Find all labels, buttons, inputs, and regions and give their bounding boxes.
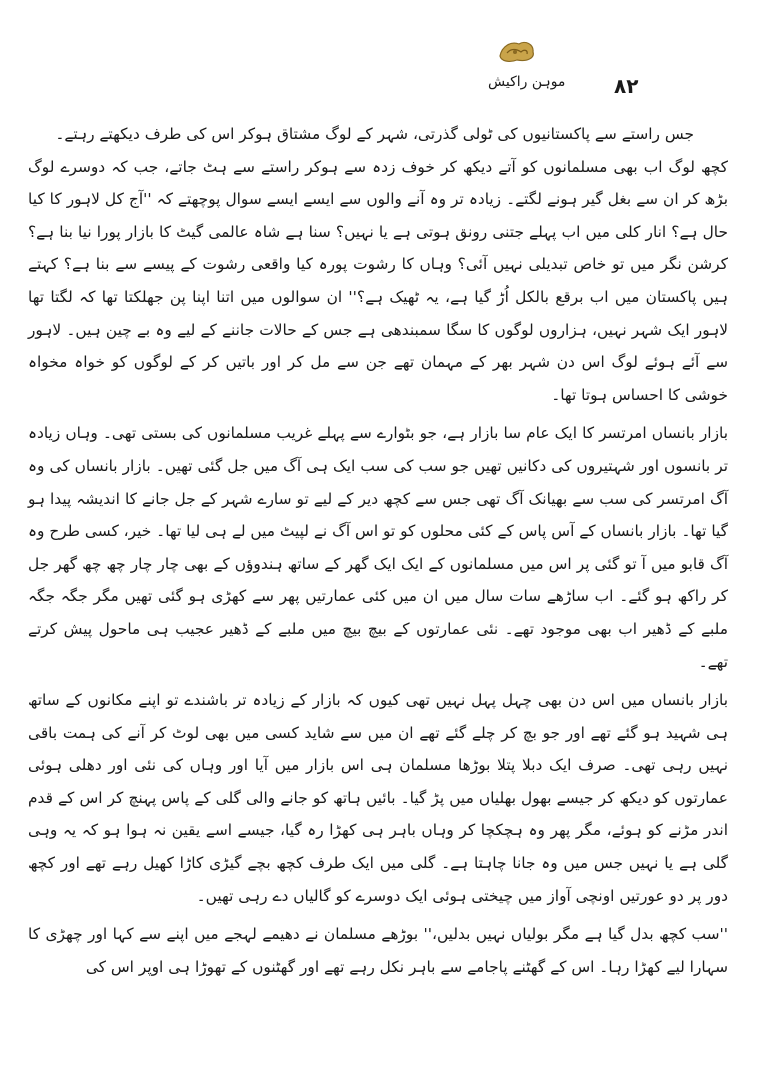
page-header bbox=[0, 30, 761, 100]
paragraph: جس راستے سے پاکستانیوں کی ٹولی گذرتی، شہر کے لوگ مشتاق ہوکر اس کی طرف دیکھتے رہتے۔ bbox=[55, 125, 694, 143]
body-text bbox=[28, 118, 728, 983]
paragraph: کچھ لوگ اب بھی مسلمانوں کو آتے دیکھ کر خوف زدہ سے ہوکر راستے سے ہٹ جاتے، جب کہ دوسرے لوگ بڑھ کر ان سے بغل گیر ہونے لگتے۔ زیادہ تر وہ آنے والوں سے ایسے ایسے سوال پوچھتے کہ ''آج کل لاہور کا کیا حال ہے؟ انار کلی میں اب پہلے جتنی رونق ہوتی ہے یا نہیں؟ سنا ہے شاہ عالمی گیٹ کا بازار پورا نیا بنا ہے؟ کرشن نگر میں تو خاص تبدیلی نہیں آئی؟ وہاں کا رشوت پورہ کیا واقعی رشوت کے پیسے سے بنا ہے؟ کہتے ہیں پاکستان میں اب برقع بالکل اُڑ گیا ہے، یہ ٹھیک ہے؟'' ان سوالوں میں اتنا اپنا پن جھلکتا تھا کہ لگتا تھا لاہور ایک شہر نہیں، ہزاروں لوگوں کا سگا سمبندھی ہے جس کے حالات جاننے کے لیے وہ بے چین ہیں۔ لاہور سے آئے ہوئے لوگ اس دن شہر بھر کے مہمان تھے جن سے مل کر اور باتیں کر کے لوگوں کو خواہ مخواہ خوشی کا احساس ہوتا تھا۔ bbox=[28, 157, 728, 404]
page-number: ۸۲ bbox=[614, 74, 639, 98]
ornament-icon bbox=[497, 38, 537, 64]
paragraph: بازار بانساں امرتسر کا ایک عام سا بازار ہے، جو بٹوارے سے پہلے غریب مسلمانوں کی بستی تھی۔ وہاں زیادہ تر بانسوں اور شہتیروں کی دکانیں تھیں جو سب کی سب ایک ہی آگ میں جل گئی تھیں۔ بازار بانساں کی وہ آگ امرتسر کی سب سے بھیانک آگ تھی جس سے کچھ دیر کے لیے تو سارے شہر کے جل جانے کا اندیشہ پیدا ہو گیا تھا۔ بازار بانساں کے آس پاس کے کئی محلوں کو تو اس آگ نے لپیٹ میں لے ہی لیا تھا۔ خیر، کسی طرح وہ آگ قابو میں آ تو گئی پر اس میں مسلمانوں کے ایک ایک گھر کے ساتھ ہندوؤں کے بھی چار چار چھ چھ گھر جل کر راکھ ہو گئے۔ اب ساڑھے سات سال میں ان میں کئی عمارتیں پھر سے کھڑی ہو گئی تھیں مگر جگہ جگہ ملبے کے ڈھیر اب بھی موجود تھے۔ نئی عمارتوں کے بیچ بیچ میں ملبے کے ڈھیر عجیب ہی ماحول پیش کرتے تھے۔ bbox=[27, 424, 728, 671]
paragraph: بازار بانساں میں اس دن بھی چہل پہل نہیں تھی کیوں کہ بازار کے زیادہ تر باشندے تو اپنے مکانوں کے ساتھ ہی شہید ہو گئے تھے اور جو بچ کر چلے گئے تھے ان میں سے شاید کسی میں بھی لوٹ کر آنے کی ہمت باقی نہیں رہی تھی۔ صرف ایک دبلا پتلا بوڑھا مسلمان ہی اس بازار میں آیا اور وہاں کی نئی اور دھلی ہوئی عمارتوں کو دیکھ کر جیسے بھول بھلیاں میں پڑ گیا۔ بائیں ہاتھ کو جانے والی گلی کے پاس پہنچ کر اس کے قدم اندر مڑنے کو ہوئے، مگر پھر وہ ہچکچا کر وہاں باہر ہی کھڑا رہ گیا، جیسے اسے یقین نہ ہوا ہو کہ یہ وہی گلی ہے یا نہیں جس میں وہ جانا چاہتا ہے۔ گلی میں ایک طرف کچھ بچے گیڑی کاڑا کھیل رہے تھے اور کچھ دور پر دو عورتیں اونچی آواز میں چیختی ہوئی ایک دوسرے کو گالیاں دے رہی تھیں۔ bbox=[28, 691, 728, 905]
paragraph: ''سب کچھ بدل گیا ہے مگر بولیاں نہیں بدلیں،'' بوڑھے مسلمان نے دھیمے لہجے میں اپنے سے کہا اور چھڑی کا سہارا لیے کھڑا رہا۔ اس کے گھٹنے پاجامے سے باہر نکل رہے تھے اور گھٹنوں کے تھوڑا ہی اوپر اس کی bbox=[28, 925, 728, 976]
running-title: موہن راکیش bbox=[488, 74, 566, 90]
